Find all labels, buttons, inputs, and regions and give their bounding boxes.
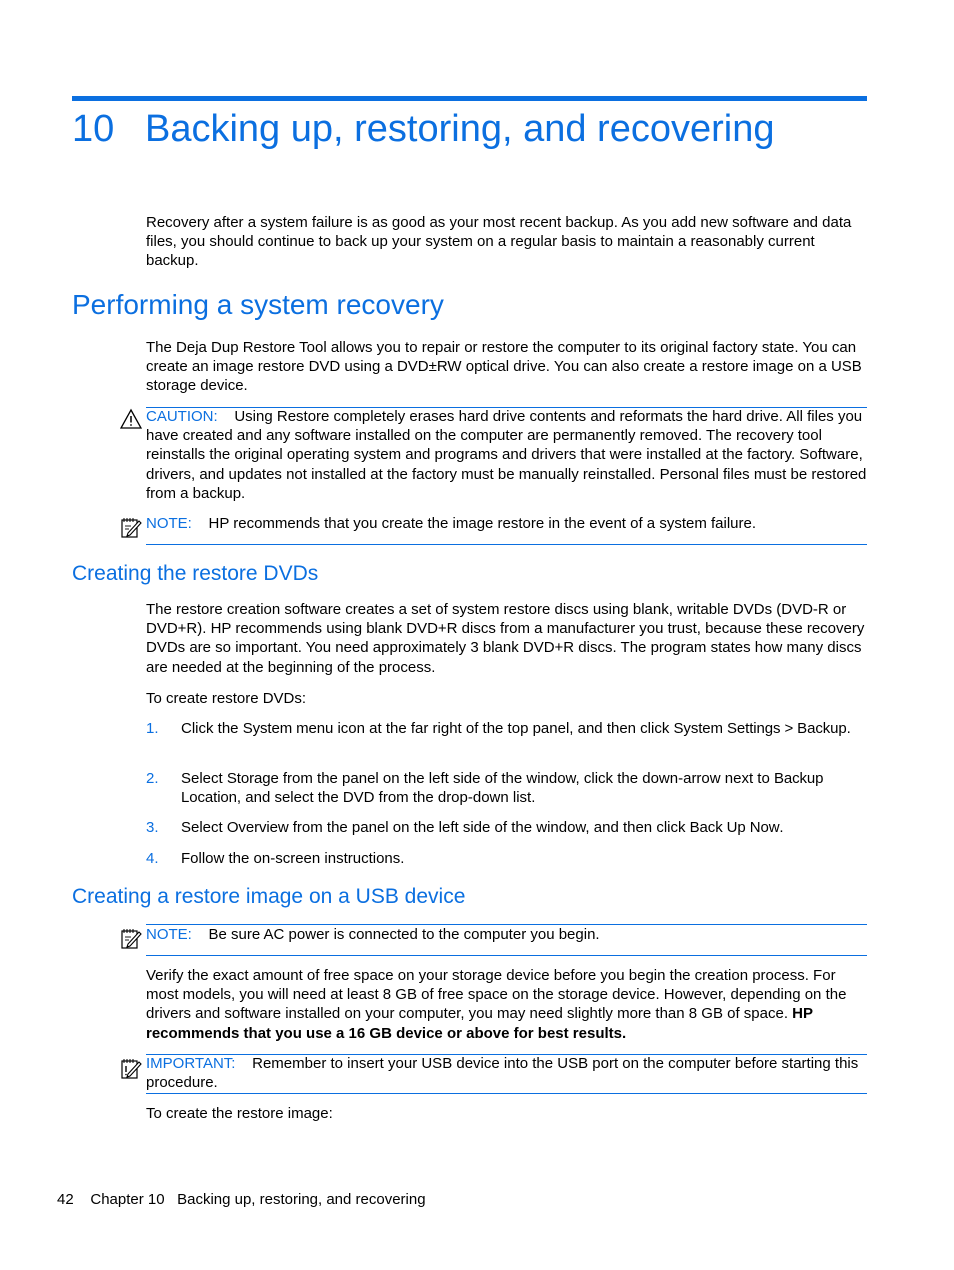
page-number: 42 [57,1191,74,1208]
important-bottom-rule [146,1093,867,1094]
note-text: Be sure AC power is connected to the computer you begin. [208,926,600,943]
note-label: NOTE: [146,515,192,532]
ui-backup-location: Backup Location [181,770,824,807]
chapter-title-text: Backing up, restoring, and recovering [145,108,775,150]
note-block-2 [146,925,867,944]
footer-chapter: Chapter 10 [90,1191,165,1208]
caution-label: CAUTION: [146,408,218,425]
restore-dvds-lead: To create restore DVDs: [146,690,307,707]
section-heading-system-recovery: Performing a system recovery [72,289,444,320]
usb-image-lead: To create the restore image: [146,1105,333,1122]
section-heading-usb-image: Creating a restore image on a USB device [72,885,466,908]
ui-storage: Storage [226,770,279,787]
restore-dvds-paragraph: The restore creation software creates a set of system restore discs using blank, writable DVDs (DVD-R or DVD+R). HP recommends using blank DVD+R discs from a manufacturer you trust, because these recovery DVDs are so important. You need approximately 3 blank DVD+R discs. The program states how many discs are needed at the beginning of the process. [146,601,865,676]
footer-title: Backing up, restoring, and recovering [177,1191,426,1208]
ui-system-settings-backup: System Settings > Backup [673,720,847,737]
usb-image-paragraph: Verify the exact amount of free space on your storage device before you begin the creation process. For most models, you will need at least 8 GB of free space on the storage device. However, depending on the drivers and software installed on your computer, you may need slightly more than 8 GB of space. HP recommends that you use a 16 GB device or above for best results. [146,967,847,1042]
note2-bottom-rule [146,955,867,956]
section-heading-restore-dvds: Creating the restore DVDs [72,562,319,585]
page-footer [57,1191,426,1208]
ui-system-menu: System menu [242,720,334,737]
important-label: IMPORTANT: [146,1055,236,1072]
chapter-title [72,106,774,152]
ui-back-up-now: Back Up Now [689,819,780,836]
caution-block [146,407,867,503]
caution-text: Using Restore completely erases hard drive contents and reformats the hard drive. All files you have created and any software installed on the computer are permanently removed. The recovery tool reinstalls the original operating system and programs and drivers that were installed at the factory. Software, drivers, and updates not installed at the factory must be manually reinstalled. Personal files must be restored from a backup. [146,408,867,502]
chapter-top-rule [72,96,867,101]
important-text: Remember to insert your USB device into the USB port on the computer before starting this procedure. [146,1055,859,1092]
ui-overview: Overview [226,819,289,836]
note-pad-icon [120,516,142,538]
note-pad-icon [120,927,142,949]
usb-size-recommendation: HP recommends that you use a 16 GB device or above for best results. [146,1005,813,1042]
note-block-1 [146,514,867,533]
important-block [146,1054,867,1092]
caution-triangle-icon [120,408,142,430]
note-bottom-rule [146,544,867,545]
intro-paragraph: Recovery after a system failure is as good as your most recent backup. As you add new software and data files, you should continue to back up your system on a regular basis to maintain a reasonably current backup. [146,214,852,270]
important-pad-icon [120,1057,142,1079]
system-recovery-paragraph: The Deja Dup Restore Tool allows you to repair or restore the computer to its original factory state. You can create an image restore DVD using a DVD±RW optical drive. You can also create a restore image on a USB storage device. [146,339,862,395]
note-text: HP recommends that you create the image restore in the event of a system failure. [208,515,757,532]
note-label: NOTE: [146,926,192,943]
chapter-number: 10 [72,108,115,150]
